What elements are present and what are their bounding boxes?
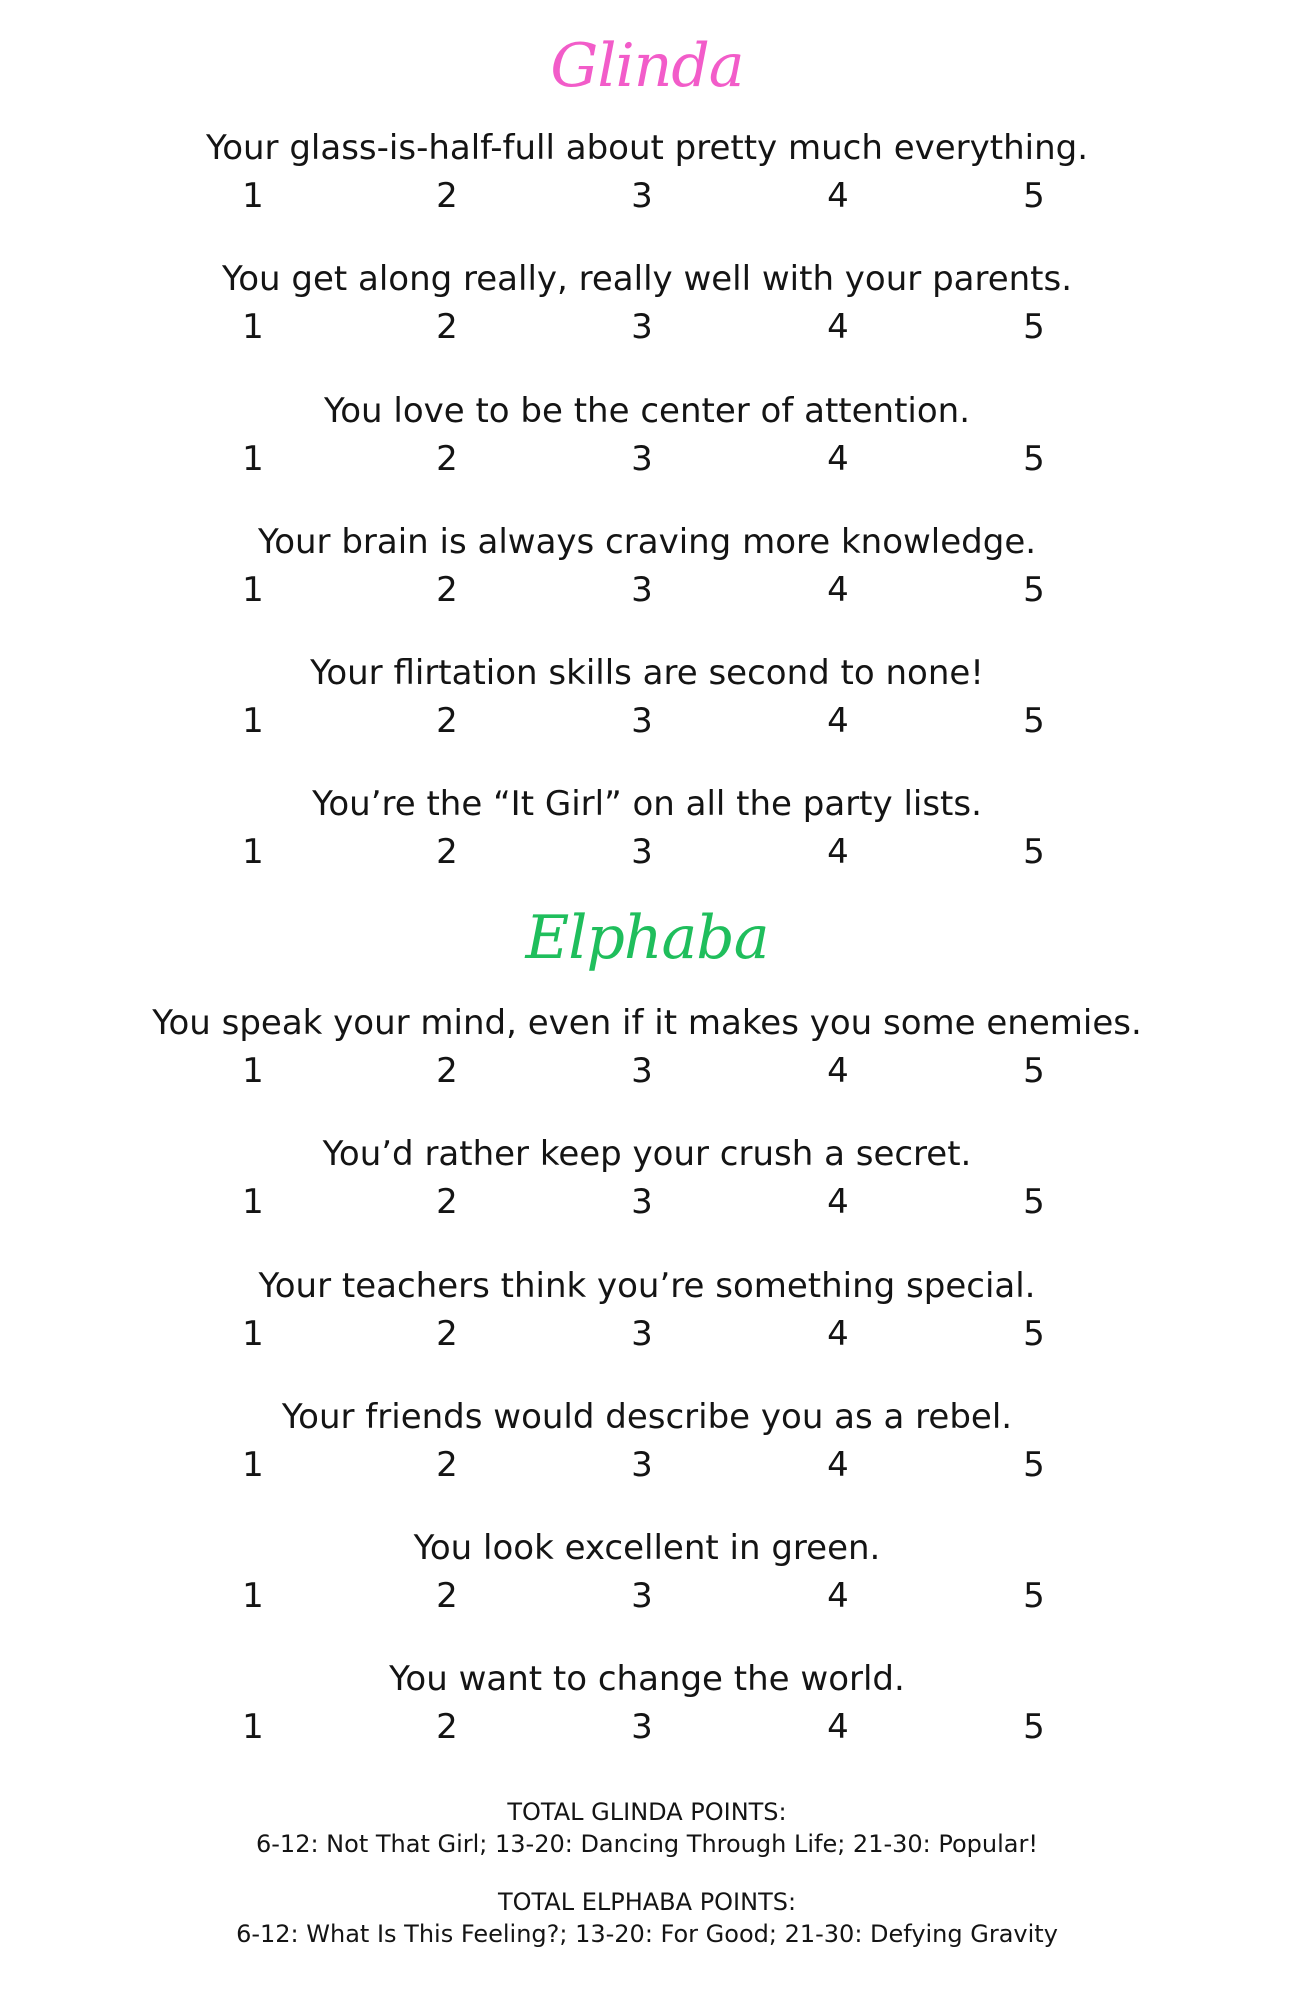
rating-1[interactable]: 1 [242,570,264,610]
rating-scale [0,1576,1294,1616]
rating-2[interactable]: 2 [436,176,458,216]
rating-scale [0,439,1294,479]
question-text: Your flirtation skills are second to none! [310,653,984,693]
rating-scale [0,1445,1294,1485]
rating-4[interactable]: 4 [827,570,849,610]
glinda-question-2 [0,259,1294,359]
glinda-total-ranges: 6-12: Not That Girl; 13-20: Dancing Through Life; 21-30: Popular! [256,1830,1038,1858]
rating-scale [0,1707,1294,1747]
rating-2[interactable]: 2 [436,570,458,610]
rating-3[interactable]: 3 [631,832,653,872]
rating-3[interactable]: 3 [631,1314,653,1354]
elphaba-question-1 [0,1003,1294,1103]
glinda-question-3 [0,391,1294,491]
rating-1[interactable]: 1 [242,1314,264,1354]
rating-1[interactable]: 1 [242,701,264,741]
elphaba-question-2 [0,1134,1294,1234]
rating-scale [0,701,1294,741]
elphaba-totals [0,1886,1294,1950]
rating-scale [0,832,1294,872]
rating-3[interactable]: 3 [631,1051,653,1091]
glinda-question-5 [0,653,1294,753]
question-text: Your brain is always craving more knowledge. [257,522,1037,562]
rating-2[interactable]: 2 [436,701,458,741]
rating-4[interactable]: 4 [827,1051,849,1091]
rating-5[interactable]: 5 [1023,176,1045,216]
rating-4[interactable]: 4 [827,701,849,741]
rating-scale [0,307,1294,347]
rating-4[interactable]: 4 [827,439,849,479]
rating-3[interactable]: 3 [631,1576,653,1616]
rating-3[interactable]: 3 [631,1182,653,1222]
rating-3[interactable]: 3 [631,570,653,610]
rating-2[interactable]: 2 [436,1576,458,1616]
rating-3[interactable]: 3 [631,176,653,216]
rating-3[interactable]: 3 [631,439,653,479]
rating-4[interactable]: 4 [827,1576,849,1616]
elphaba-question-6 [0,1659,1294,1759]
rating-1[interactable]: 1 [242,307,264,347]
rating-1[interactable]: 1 [242,1182,264,1222]
rating-5[interactable]: 5 [1023,1707,1045,1747]
rating-scale [0,1051,1294,1091]
rating-4[interactable]: 4 [827,1182,849,1222]
rating-5[interactable]: 5 [1023,701,1045,741]
rating-4[interactable]: 4 [827,1445,849,1485]
rating-2[interactable]: 2 [436,1707,458,1747]
rating-1[interactable]: 1 [242,439,264,479]
rating-5[interactable]: 5 [1023,832,1045,872]
question-text: You get along really, really well with your parents. [221,259,1073,299]
rating-3[interactable]: 3 [631,701,653,741]
glinda-total-label: TOTAL GLINDA POINTS: [507,1798,787,1826]
rating-5[interactable]: 5 [1023,1576,1045,1616]
rating-1[interactable]: 1 [242,1051,264,1091]
question-text: You look excellent in green. [413,1528,881,1568]
rating-4[interactable]: 4 [827,307,849,347]
rating-1[interactable]: 1 [242,1445,264,1485]
rating-3[interactable]: 3 [631,1707,653,1747]
rating-5[interactable]: 5 [1023,1445,1045,1485]
question-text: You love to be the center of attention. [323,391,971,431]
rating-2[interactable]: 2 [436,439,458,479]
rating-5[interactable]: 5 [1023,1051,1045,1091]
glinda-title: Glinda [550,31,744,101]
rating-4[interactable]: 4 [827,176,849,216]
elphaba-total-label: TOTAL ELPHABA POINTS: [497,1888,797,1916]
rating-2[interactable]: 2 [436,1182,458,1222]
elphaba-question-3 [0,1266,1294,1366]
glinda-totals [0,1796,1294,1860]
elphaba-title: Elphaba [525,903,769,973]
glinda-question-1 [0,128,1294,228]
rating-scale [0,570,1294,610]
rating-2[interactable]: 2 [436,307,458,347]
rating-1[interactable]: 1 [242,832,264,872]
rating-2[interactable]: 2 [436,1445,458,1485]
rating-5[interactable]: 5 [1023,439,1045,479]
rating-4[interactable]: 4 [827,832,849,872]
question-text: You speak your mind, even if it makes you some enemies. [152,1003,1142,1043]
glinda-question-4 [0,522,1294,622]
rating-4[interactable]: 4 [827,1707,849,1747]
elphaba-question-5 [0,1528,1294,1628]
rating-1[interactable]: 1 [242,1707,264,1747]
glinda-question-6 [0,784,1294,884]
rating-scale [0,1182,1294,1222]
question-text: You want to change the world. [389,1659,905,1699]
question-text: Your glass-is-half-full about pretty much everything. [205,128,1089,168]
rating-scale [0,1314,1294,1354]
rating-5[interactable]: 5 [1023,570,1045,610]
rating-1[interactable]: 1 [242,176,264,216]
question-text: Your teachers think you’re something special. [258,1266,1036,1306]
elphaba-question-4 [0,1397,1294,1497]
rating-3[interactable]: 3 [631,1445,653,1485]
rating-5[interactable]: 5 [1023,307,1045,347]
rating-2[interactable]: 2 [436,832,458,872]
question-text: Your friends would describe you as a rebel. [281,1397,1013,1437]
rating-3[interactable]: 3 [631,307,653,347]
rating-5[interactable]: 5 [1023,1314,1045,1354]
question-text: You’d rather keep your crush a secret. [322,1134,972,1174]
rating-1[interactable]: 1 [242,1576,264,1616]
elphaba-total-ranges: 6-12: What Is This Feeling?; 13-20: For Good; 21-30: Defying Gravity [236,1920,1058,1948]
rating-5[interactable]: 5 [1023,1182,1045,1222]
question-text: You’re the “It Girl” on all the party lists. [312,784,982,824]
rating-4[interactable]: 4 [827,1314,849,1354]
rating-2[interactable]: 2 [436,1314,458,1354]
rating-scale [0,176,1294,216]
rating-2[interactable]: 2 [436,1051,458,1091]
